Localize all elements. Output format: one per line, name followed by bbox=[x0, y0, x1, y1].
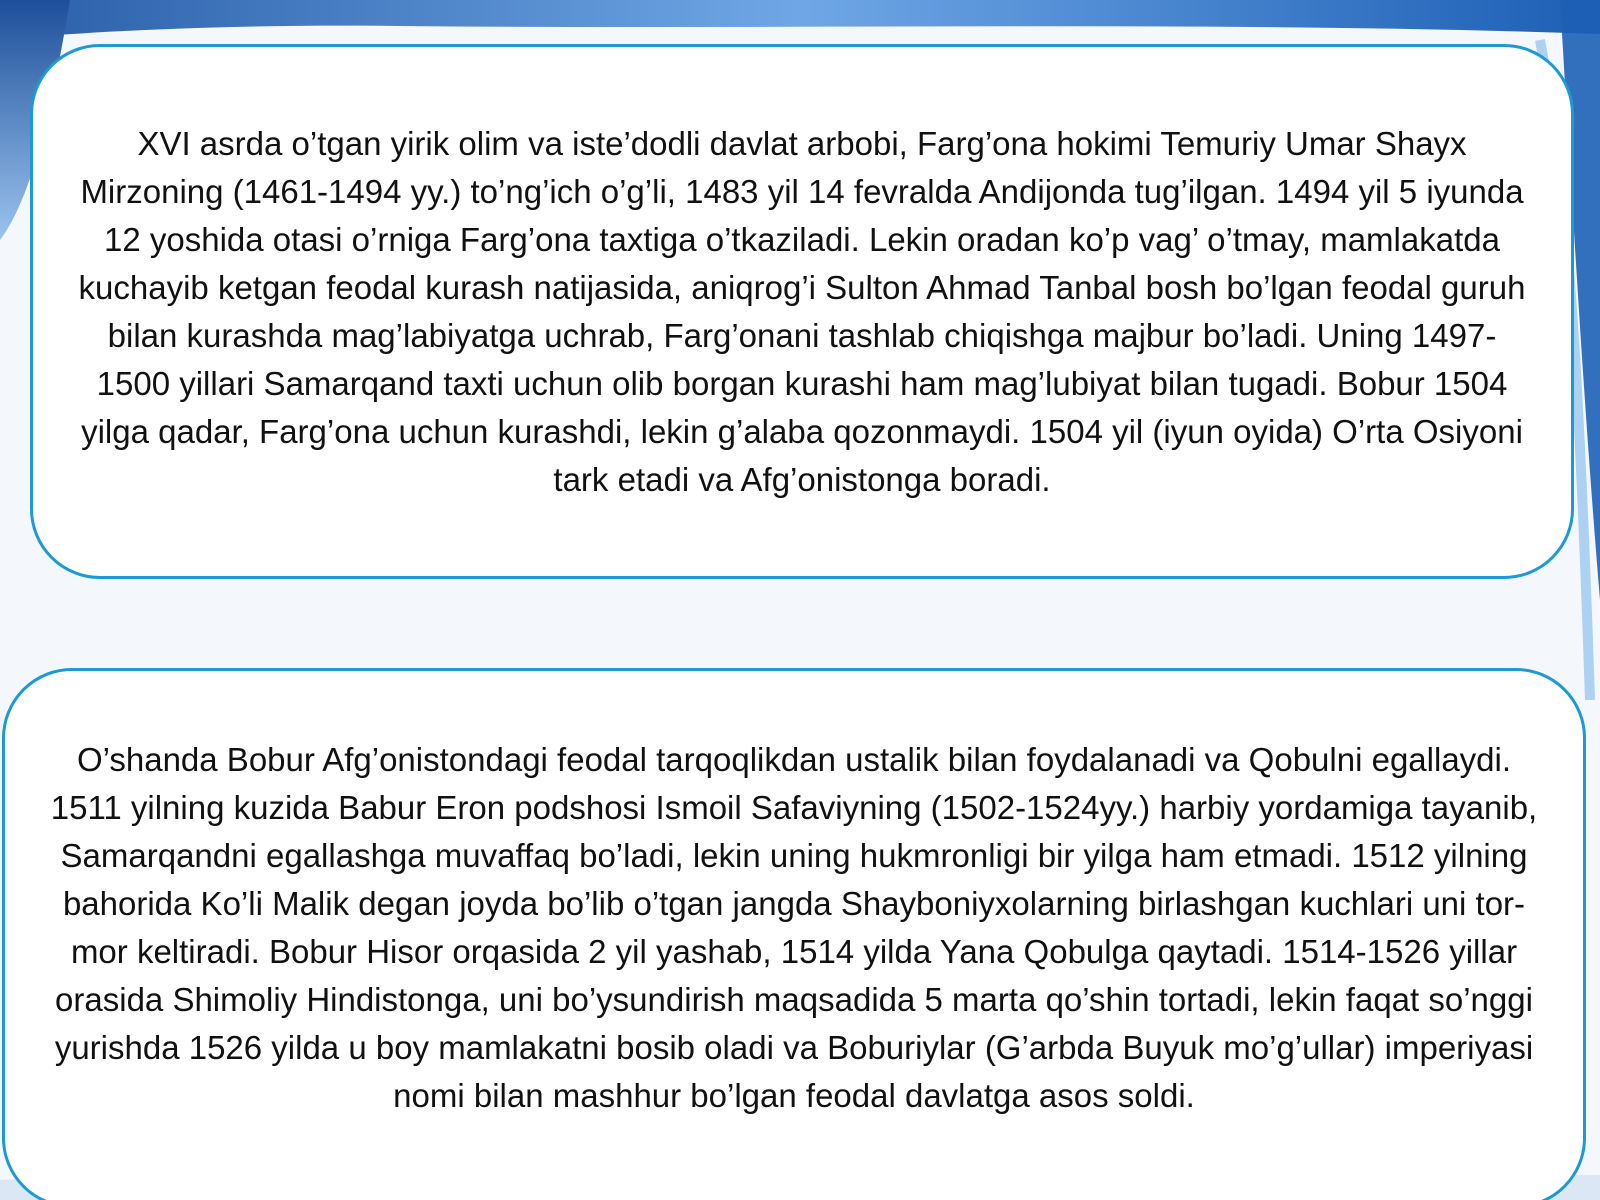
top-text-box bbox=[30, 44, 1574, 579]
bottom-text-box bbox=[2, 668, 1586, 1200]
top-paragraph: XVI asrda o’tgan yirik olim va iste’dodli davlat arbobi, Farg’ona hokimi Temuriy Umar Shayx Mirzoning (1461-1494 yy.) to’ng’ich o’g’li, 1483 yil 14 fevralda Andijonda tug’ilgan. 1494 yil 5 iyunda 12 yoshida otasi o’rniga Farg’ona taxtiga o’tkaziladi. Lekin oradan ko’p vag’ o’tmay, mamlakatda kuchayib ketgan feodal kurash natijasida, aniqrog’i Sulton Ahmad Tanbal bosh bo’lgan feodal guruh bilan kurashda mag’labiyatga uchrab, Farg’onani tashlab chiqishga majbur bo’ladi. Uning 1497-1500 yillari Samarqand taxti uchun olib borgan kurashi ham mag’lubiyat bilan tugadi. Bobur 1504 yilga qadar, Farg’ona uchun kurashdi, lekin g’alaba qozonmaydi. 1504 yil (iyun oyida) O’rta Osiyoni tark etadi va Afg’onistonga boradi. bbox=[78, 124, 1526, 498]
bottom-paragraph-2: 1511 yilning kuzida Babur Eron podshosi Ismoil Safaviyning (1502-1524yy.) harbiy yordamiga tayanib, Samarqandni egallashga muvaffaq bo’ladi, lekin uning hukmronligi bir yilga ham etmadi. 1512 yilning bahorida Ko’li Malik degan joyda bo’lib o’tgan jangda Shayboniyxolarning birlashgan kuchlari uni tor-mor keltiradi. Bobur Hisor orqasida 2 yil yashab, 1514 yilda Yana Qobulga qaytadi. 1514-1526 yillar orasida Shimoliy Hindistonga, uni bo’ysundirish maqsadida 5 marta qo’shin tortadi, lekin faqat so’nggi yurishda 1526 yilda u boy mamlakatni bosib oladi va Boburiylar (G’arbda Buyuk mo’g’ullar) imperiyasi nomi bilan mashhur bo’lgan feodal davlatga asos soldi. bbox=[50, 789, 1538, 1114]
bottom-paragraph-1: O’shanda Bobur Afg’onistondagi feodal tarqoqlikdan ustalik bilan foydalanadi va Qobulni egallaydi. bbox=[76, 741, 1512, 778]
bottom-text-content bbox=[39, 736, 1549, 1120]
